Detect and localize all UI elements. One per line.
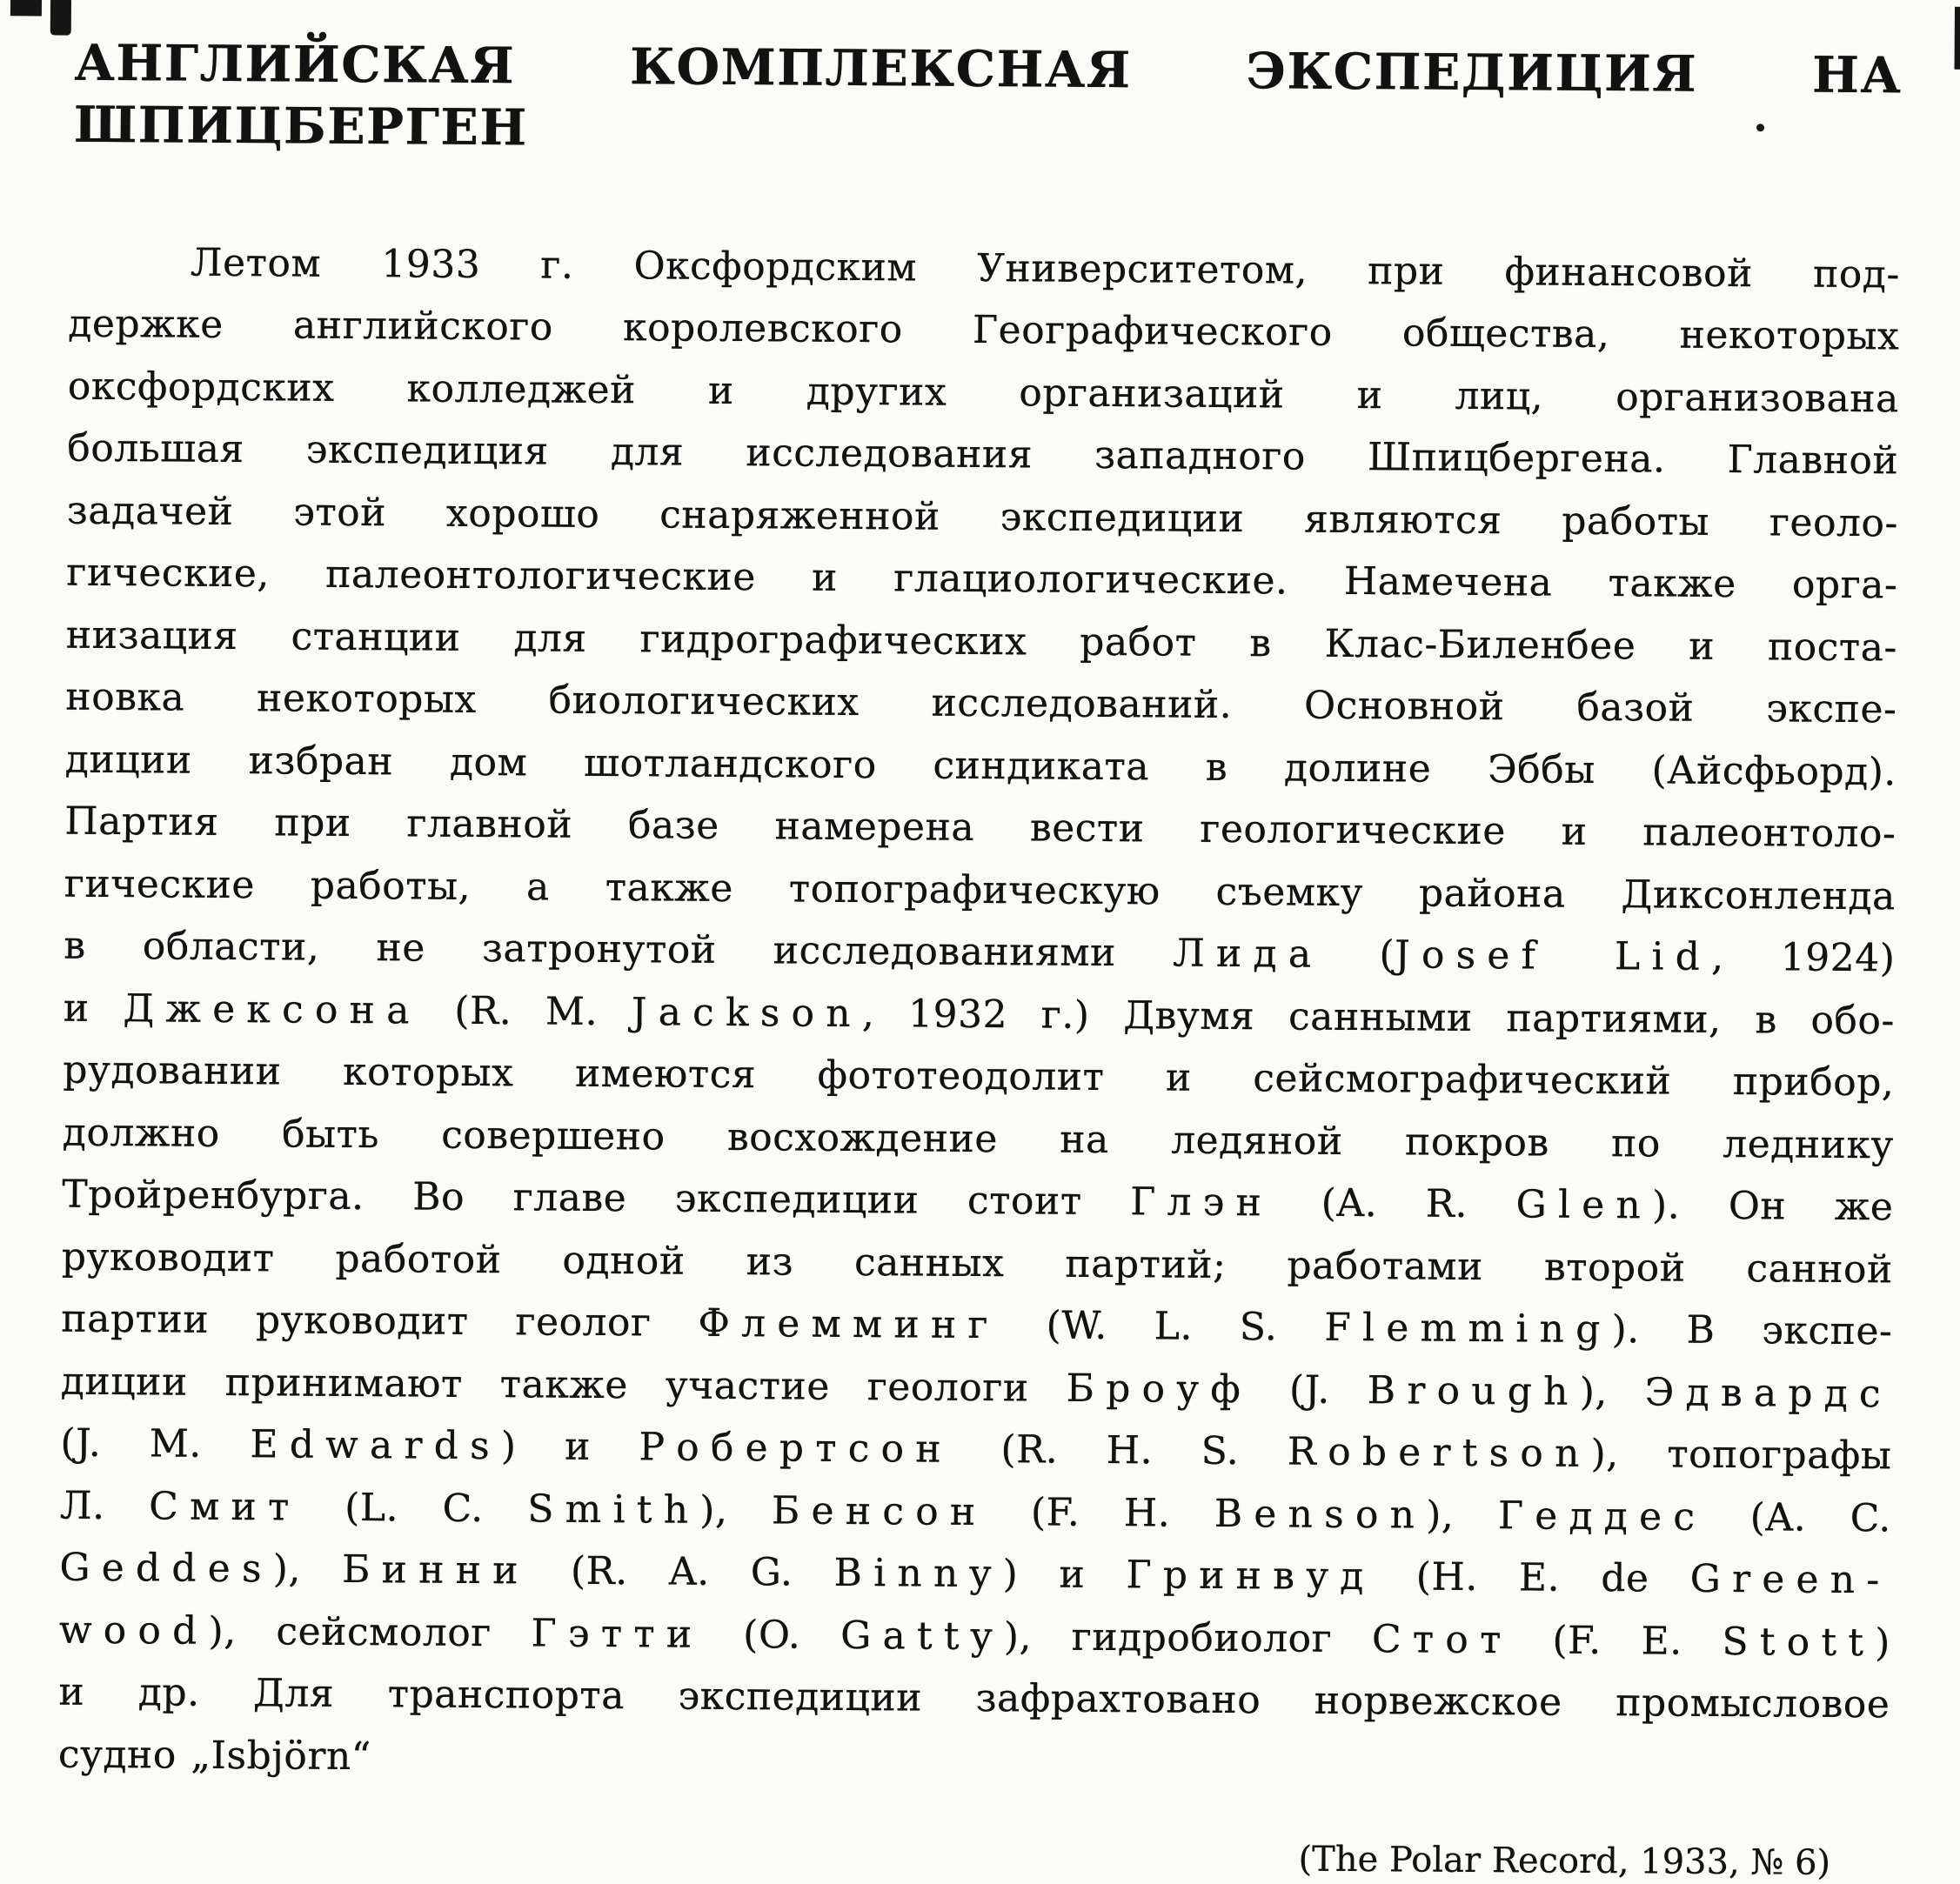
text-segment: Л. <box>59 1483 150 1528</box>
emphasized-name: Glen <box>1515 1182 1653 1228</box>
emphasized-name: Флемминг <box>698 1300 1000 1348</box>
text-segment: большая экспедиция для исследования западного Шпицбергена. Главной <box>67 425 1899 484</box>
emphasized-name: Броуф <box>1066 1366 1253 1412</box>
text-segment: диции принимают также участие геологи <box>60 1359 1067 1411</box>
emphasized-name: Гэтти <box>531 1610 704 1657</box>
article-title: АНГЛИЙСКАЯ КОМПЛЕКСНАЯ ЭКСПЕДИЦИЯ НА ШПИЦБЕРГЕН <box>73 33 1903 157</box>
text-segment: ), <box>699 1487 773 1533</box>
text-segment: (R. H. S. <box>952 1426 1288 1474</box>
text-segment: ), сейсмолог <box>208 1608 532 1655</box>
text-segment: ) и <box>500 1424 639 1470</box>
text-segment: (L. C. <box>300 1485 528 1531</box>
text-segment: (A. R. <box>1272 1180 1516 1227</box>
text-segment: (F. H. <box>987 1489 1215 1536</box>
text-segment: Тройренбурга. Во главе экспедиции стоит <box>62 1172 1131 1225</box>
emphasized-name: Бенсон <box>771 1487 987 1534</box>
text-segment: (R. M. <box>420 988 632 1034</box>
emphasized-name: Josef Lid <box>1394 932 1712 979</box>
text-segment: задачей этой хорошо снаряженной экспедиции являются работы геоло- <box>66 488 1899 545</box>
text-segment: ) и <box>1002 1552 1127 1598</box>
scan-artifact <box>50 0 71 36</box>
text-segment: судно „Isbjörn“ <box>57 1732 371 1779</box>
text-segment: оксфордских колледжей и других организаций и лиц, организована <box>67 364 1900 421</box>
text-segment: в области, не затронутой исследованиями <box>64 923 1174 976</box>
citation-text: (The Polar Record, 1933, № 6) <box>1298 1839 1831 1883</box>
emphasized-name: Лида <box>1172 931 1323 977</box>
emphasized-name: Edwards <box>250 1422 502 1469</box>
emphasized-name: Green- <box>1689 1556 1891 1603</box>
text-segment: , 1924) <box>1710 934 1896 981</box>
emphasized-name: Робертсон <box>639 1425 953 1472</box>
text-segment: и др. Для транспорта экспедиции зафрахтовано норвежское промысловое <box>58 1669 1890 1727</box>
text-segment: ), топографы <box>1590 1431 1892 1479</box>
text-segment: (R. A. G. <box>529 1548 834 1595</box>
text-segment: ( <box>1322 932 1395 978</box>
text-segment: гические, палеонтологические и глациологические. Намечена также орга- <box>66 550 1898 608</box>
text-segment: низация станции для гидрографических работ в Клас-Биленбее и поста- <box>65 612 1898 670</box>
emphasized-name: Геддес <box>1497 1493 1707 1540</box>
text-segment: (F. E. <box>1512 1617 1723 1664</box>
emphasized-name: wood <box>58 1607 209 1654</box>
text-segment: рудовании которых имеются фототеодолит и сейсмографический прибор, <box>63 1047 1895 1106</box>
text-segment: (A. C. <box>1705 1494 1892 1540</box>
emphasized-name: Stott <box>1722 1619 1876 1665</box>
emphasized-name: Benson <box>1214 1491 1427 1538</box>
text-segment: Летом 1933 г. Оксфордским Университетом, при финансовой под- <box>190 240 1901 297</box>
text-segment: (H. E. de <box>1375 1554 1690 1601</box>
text-segment: ), <box>1425 1493 1499 1538</box>
emphasized-name: Flemming <box>1324 1305 1612 1353</box>
emphasized-name: Стот <box>1371 1616 1513 1662</box>
scan-artifact <box>10 0 42 16</box>
emphasized-name: Gatty <box>840 1613 1004 1659</box>
scan-artifact <box>1954 7 1960 70</box>
text-segment: , 1932 г.) Двумя санными партиями, в обо- <box>861 991 1896 1043</box>
emphasized-name: Smith <box>527 1486 700 1533</box>
text-segment: Партия при главной базе намерена вести геологические и палеонтоло- <box>64 798 1896 857</box>
text-segment: партии руководит геолог <box>61 1296 699 1346</box>
emphasized-name: Jackson <box>631 989 862 1036</box>
emphasized-name: Brough <box>1367 1367 1580 1414</box>
text-segment: новка некоторых биологических исследований. Основной базой экспе- <box>65 674 1897 732</box>
emphasized-name: Гринвуд <box>1126 1553 1375 1600</box>
emphasized-name: Смит <box>149 1483 301 1530</box>
text-segment: (J. M. <box>60 1420 251 1467</box>
text-segment: (O. <box>703 1612 841 1658</box>
text-segment: ), <box>1579 1369 1645 1414</box>
article-body <box>58 230 1900 1798</box>
emphasized-name: Robertson <box>1287 1429 1591 1476</box>
emphasized-name: Binny <box>833 1550 1003 1597</box>
emphasized-name: Глэн <box>1130 1179 1274 1226</box>
text-segment: ), гидробиолог <box>1003 1613 1373 1661</box>
text-segment: держке английского королевского Географического общества, некоторых <box>68 301 1900 359</box>
emphasized-name: Geddes <box>59 1545 273 1592</box>
emphasized-name: Джексона <box>123 985 421 1033</box>
emphasized-name: Бинни <box>341 1547 530 1593</box>
scan-artifact <box>1756 124 1764 131</box>
text-segment: (W. L. S. <box>999 1303 1325 1350</box>
text-segment: и <box>63 985 124 1031</box>
text-line <box>58 1723 1890 1798</box>
text-segment: ). Он же <box>1651 1183 1894 1230</box>
text-segment: должно быть совершено восхождение на ледяной покров по леднику <box>62 1110 1895 1167</box>
text-segment: ). В экспе- <box>1611 1307 1893 1354</box>
text-segment: гические работы, а также топографическую съемку района Диксонленда <box>64 861 1896 919</box>
text-segment: руководит работой одной из санных партий; работами второй санной <box>61 1234 1894 1292</box>
text-segment: ) <box>1875 1620 1891 1665</box>
text-segment: диции избран дом шотландского синдиката в долине Эббы (Айсфьорд). <box>64 737 1897 794</box>
text-segment: ), <box>272 1547 343 1592</box>
emphasized-name: Эдвардс <box>1644 1369 1893 1416</box>
text-segment: (J. <box>1251 1366 1368 1413</box>
